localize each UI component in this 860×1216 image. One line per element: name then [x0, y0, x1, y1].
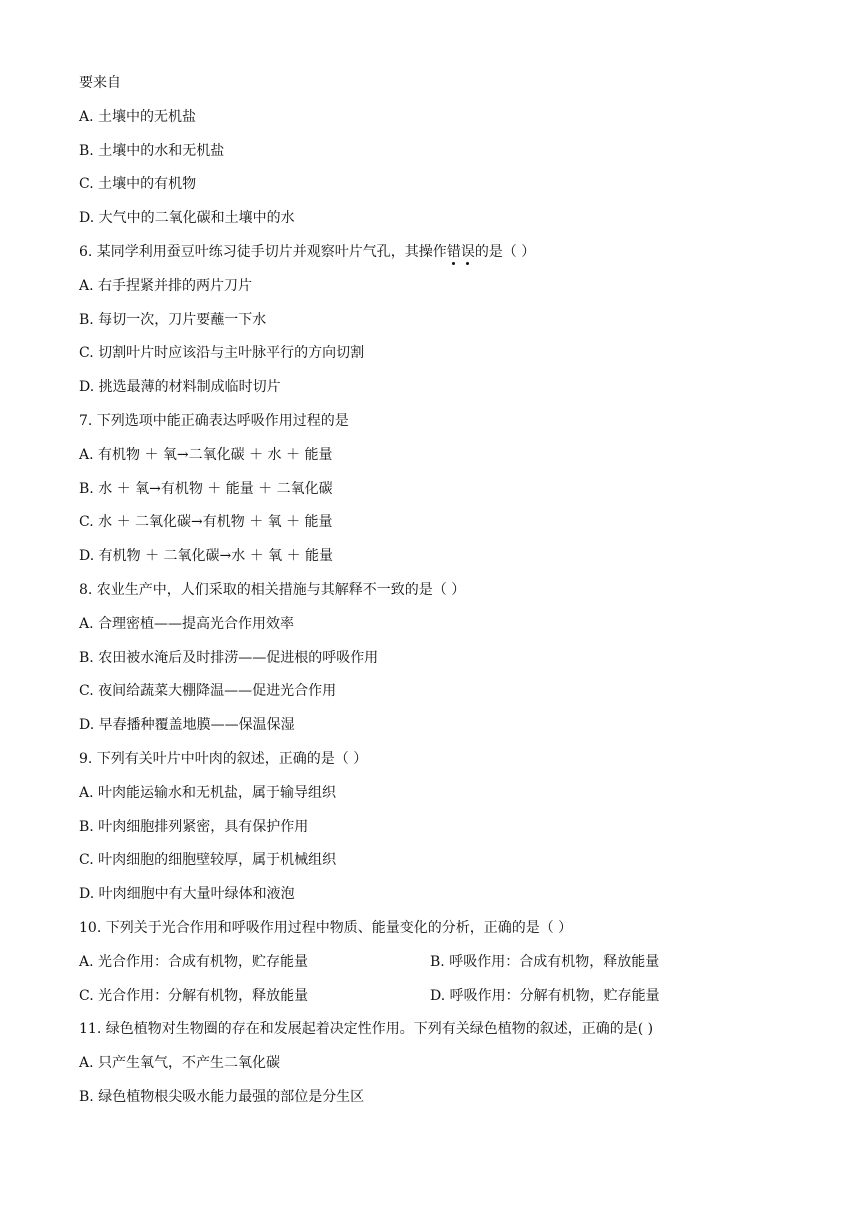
q11-option-a: A. 只产生氧气，不产生二氧化碳: [79, 1055, 281, 1071]
q7-option-d: D. 有机物 ＋ 二氧化碳→水 ＋ 氧 ＋ 能量: [79, 548, 334, 564]
q8-option-c: C. 夜间给蔬菜大棚降温——促进光合作用: [79, 683, 337, 699]
q5-option-b: B. 土壤中的水和无机盐: [79, 143, 225, 159]
q7-option-a: A. 有机物 ＋ 氧→二氧化碳 ＋ 水 ＋ 能量: [79, 447, 333, 463]
q10-option-a: A. 光合作用：合成有机物，贮存能量: [79, 954, 309, 970]
q11-stem: 11. 绿色植物对生物圈的存在和发展起着决定性作用。下列有关绿色植物的叙述，正确的是( ): [79, 1021, 654, 1037]
q6-emphasis-char-1: 错: [446, 244, 461, 260]
q6-stem-before: 6. 某同学利用蚕豆叶练习徒手切片并观察叶片气孔，其操作: [79, 244, 447, 260]
q9-option-b: B. 叶肉细胞排列紧密，具有保护作用: [79, 819, 309, 835]
q9-stem: 9. 下列有关叶片中叶肉的叙述，正确的是（ ）: [79, 751, 368, 767]
intro-tail: 要来自: [79, 75, 121, 91]
q8-option-d: D. 早春播种覆盖地膜——保温保湿: [79, 717, 295, 733]
q6-option-a: A. 右手捏紧并排的两片刀片: [79, 278, 253, 294]
q10-option-d: D. 呼吸作用：分解有机物，贮存能量: [430, 988, 660, 1004]
q5-option-c: C. 土壤中的有机物: [79, 176, 197, 192]
q6-emphasis-char-2: 误: [460, 244, 475, 260]
q9-option-c: C. 叶肉细胞的细胞壁较厚，属于机械组织: [79, 852, 337, 868]
q5-option-d: D. 大气中的二氧化碳和土壤中的水: [79, 210, 295, 226]
q8-option-b: B. 农田被水淹后及时排涝——促进根的呼吸作用: [79, 650, 379, 666]
q11-option-b: B. 绿色植物根尖吸水能力最强的部位是分生区: [79, 1089, 365, 1105]
q6-option-d: D. 挑选最薄的材料制成临时切片: [79, 379, 281, 395]
q6-stem: [79, 243, 535, 261]
q5-option-a: A. 土壤中的无机盐: [79, 109, 197, 125]
q10-stem: 10. 下列关于光合作用和呼吸作用过程中物质、能量变化的分析，正确的是（ ）: [79, 920, 573, 936]
q8-stem: 8. 农业生产中，人们采取的相关措施与其解释不一致的是（ ）: [79, 582, 466, 598]
q6-stem-after: 的是（ ）: [474, 244, 536, 260]
q9-option-d: D. 叶肉细胞中有大量叶绿体和液泡: [79, 886, 295, 902]
q6-option-c: C. 切割叶片时应该沿与主叶脉平行的方向切割: [79, 345, 365, 361]
q7-option-b: B. 水 ＋ 氧→有机物 ＋ 能量 ＋ 二氧化碳: [79, 481, 333, 497]
q9-option-a: A. 叶肉能运输水和无机盐，属于输导组织: [79, 785, 337, 801]
q7-option-c: C. 水 ＋ 二氧化碳→有机物 ＋ 氧 ＋ 能量: [79, 514, 333, 530]
q7-stem: 7. 下列选项中能正确表达呼吸作用过程的是: [79, 413, 349, 429]
q10-option-b: B. 呼吸作用：合成有机物，释放能量: [430, 954, 660, 970]
q6-option-b: B. 每切一次，刀片要蘸一下水: [79, 312, 267, 328]
q10-option-c: C. 光合作用：分解有机物，释放能量: [79, 988, 309, 1004]
q8-option-a: A. 合理密植——提高光合作用效率: [79, 616, 295, 632]
